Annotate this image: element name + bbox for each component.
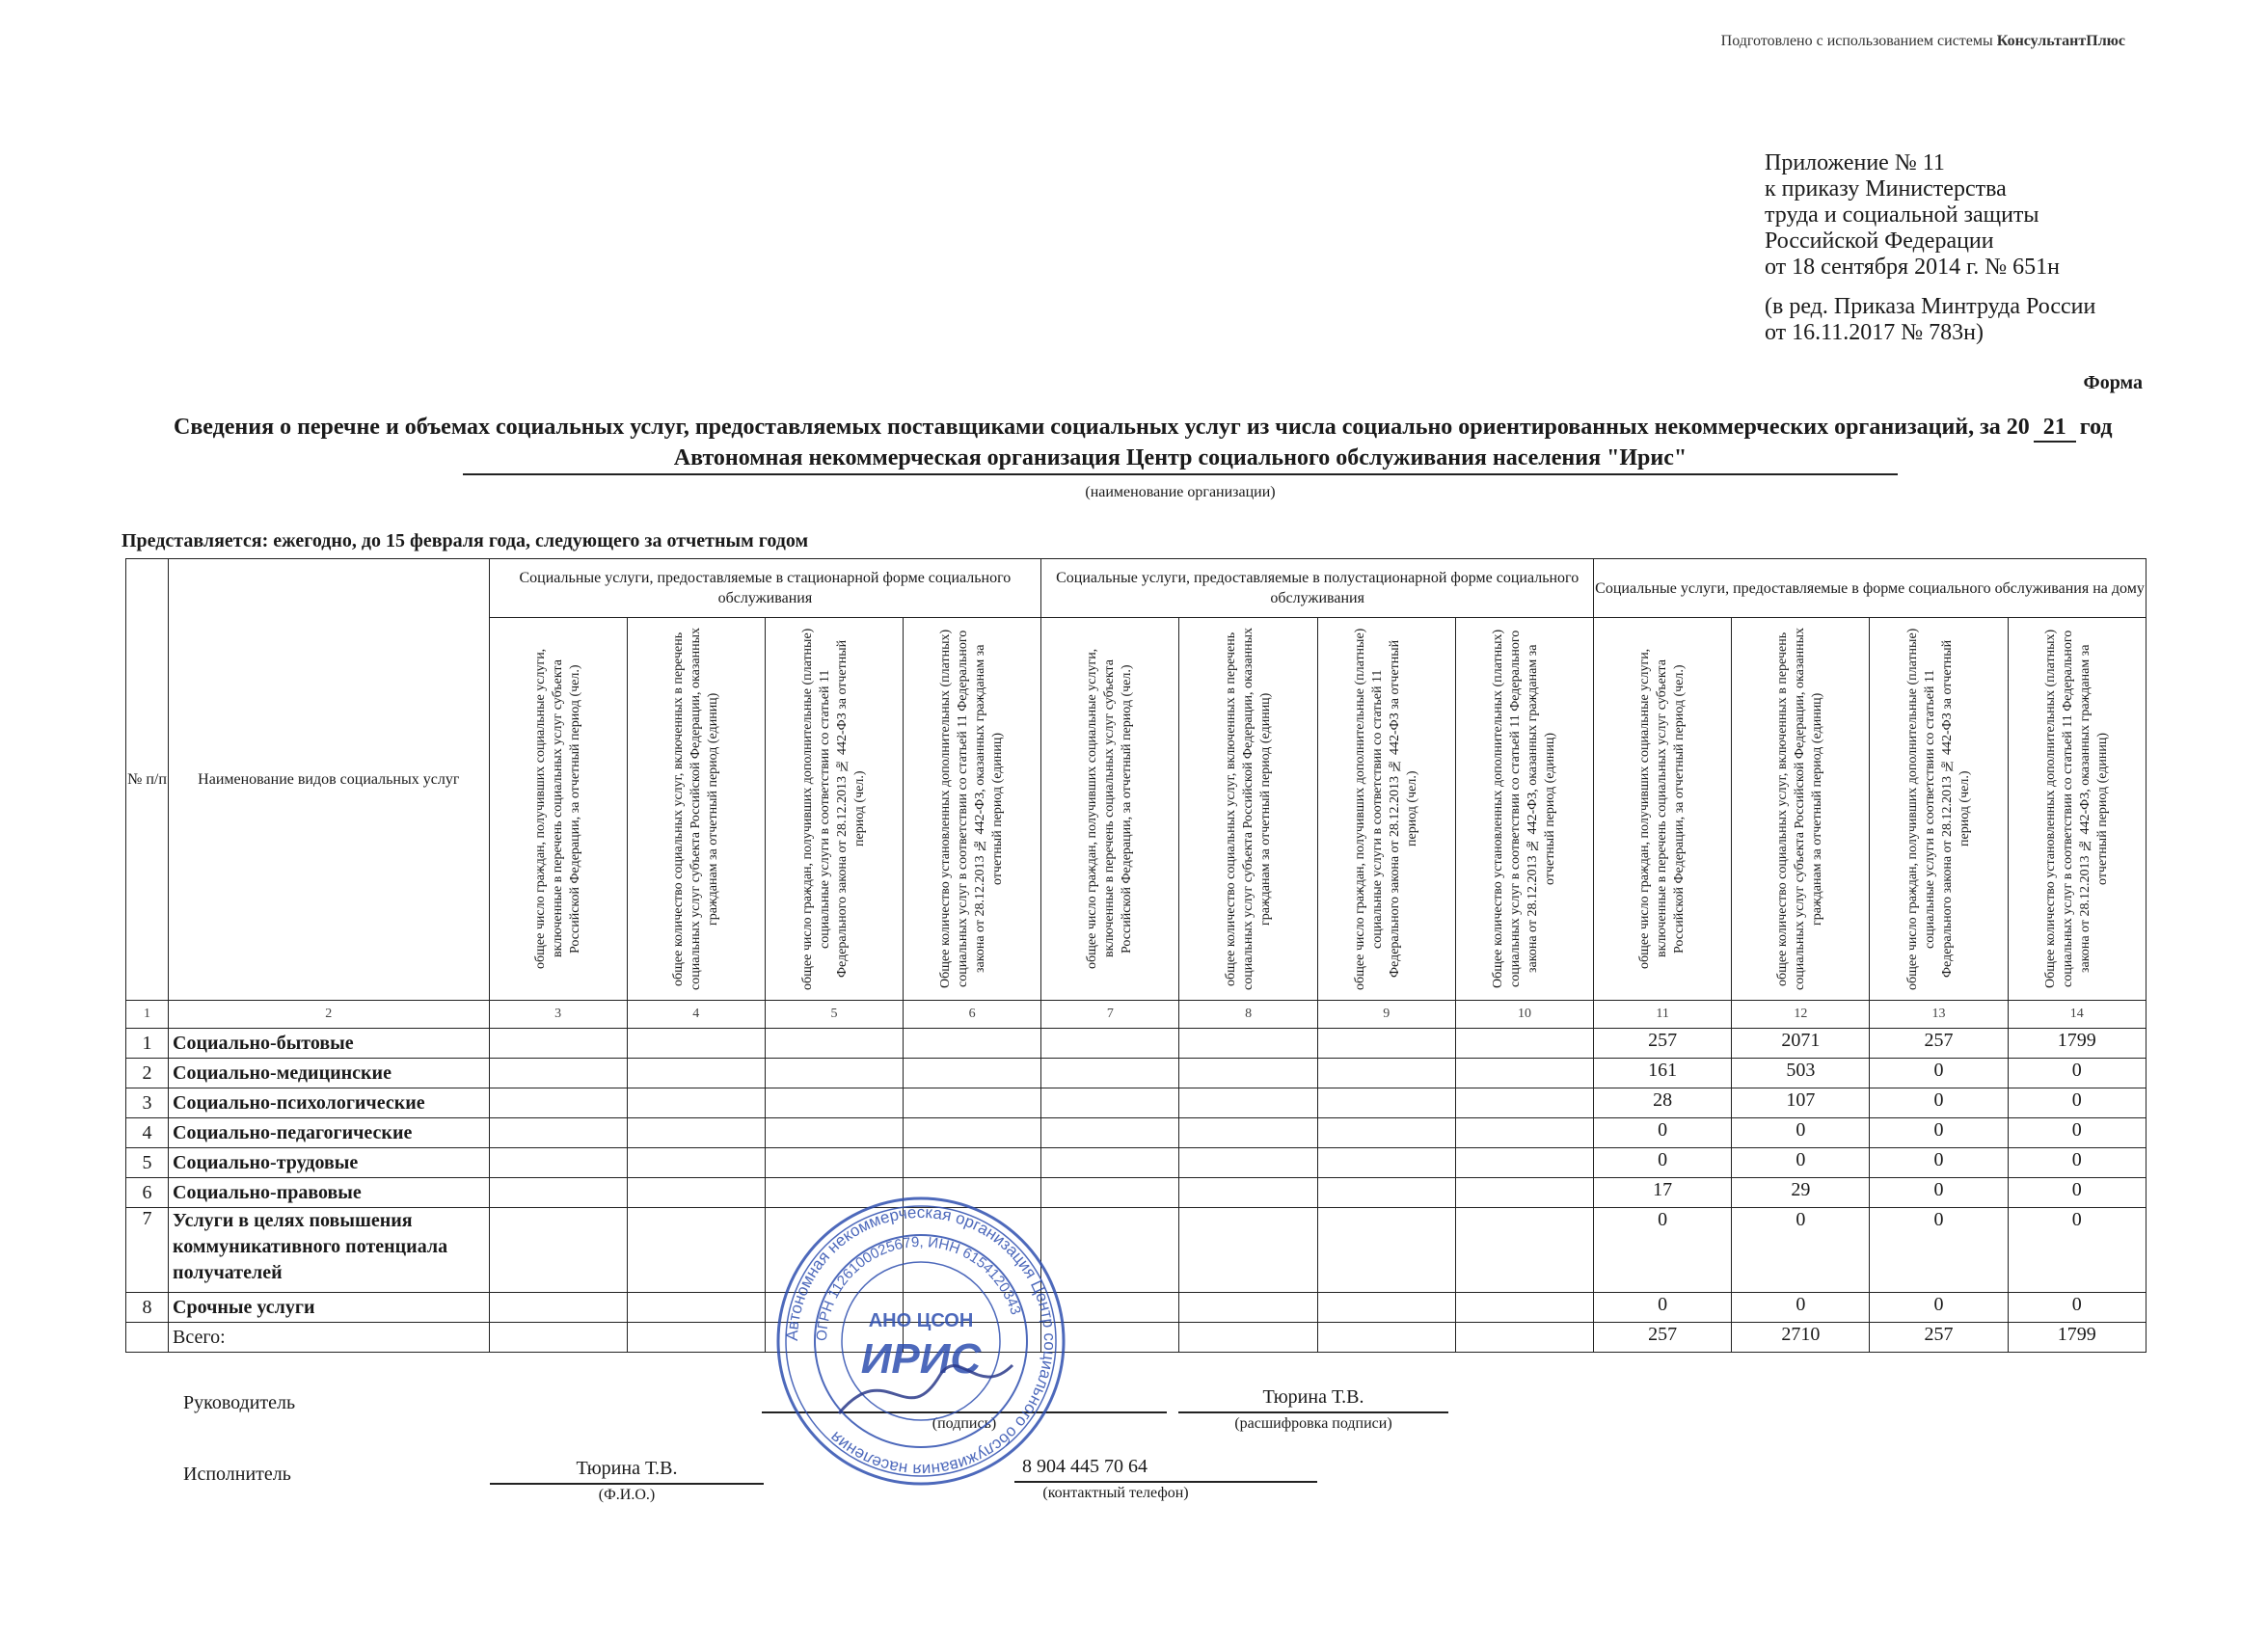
- subheader-cell: общее число граждан, получивших социальные услуги, включенные в перечень социальных услуг субъекта Российской Федерации, за отчетный период (чел.): [1594, 618, 1732, 1001]
- subheader-cell: Общее количество установленных дополнительных (платных) социальных услуг в соответствии со статьей 11 Федерального закона от 28.12.2013 № 442-ФЗ, оказанных гражданам за отчетный период (единиц): [904, 618, 1041, 1001]
- edition-line: от 16.11.2017 № 783н): [1765, 320, 1984, 345]
- report-year: 21: [2034, 415, 2076, 443]
- subheader-cell: общее число граждан, получивших дополнительные (платные) социальные услуги в соответствии со статьей 11 Федерального закона от 28.12.2013 № 442-ФЗ за отчетный период (чел.): [1317, 618, 1455, 1001]
- submission-note: Представляется: ежегодно, до 15 февраля года, следующего за отчетным годом: [122, 530, 809, 551]
- appendix-line: от 18 сентября 2014 г. № 651н: [1765, 255, 2060, 280]
- head-name: Тюрина Т.В.: [1262, 1386, 1364, 1408]
- consultant-prefix: Подготовлено с использованием системы: [1720, 33, 1993, 49]
- form-label: Форма: [2083, 372, 2143, 393]
- table-row: 8 Срочные услуги 0 0 0 0: [126, 1293, 2146, 1323]
- executor-label: Исполнитель: [183, 1464, 291, 1485]
- fio-caption: (Ф.И.О.): [598, 1487, 656, 1503]
- appendix-line: к приказу Министерства: [1765, 176, 2007, 202]
- seal-center-top: АНО ЦСОН: [868, 1310, 974, 1331]
- head-label: Руководитель: [183, 1392, 296, 1413]
- document-title: [174, 415, 2113, 443]
- appendix-line: труда и социальной защиты: [1765, 202, 2039, 228]
- group-header-semistationary: Социальные услуги, предоставляемые в полустационарной форме социального обслуживания: [1041, 559, 1594, 618]
- table-row: 7 Услуги в целях повышения коммуникативного потенциала получателей 0 0 0 0: [126, 1208, 2146, 1293]
- col-no-header: № п/п: [126, 559, 169, 1001]
- subheader-cell: общее количество социальных услуг, включенных в перечень социальных услуг субъекта Российской Федерации, оказанных гражданам за отчетный период (единиц): [627, 618, 765, 1001]
- seal-inner-text: ОГРН 1126100025679, ИНН 6154120343: [813, 1233, 1024, 1342]
- decode-caption: (расшифровка подписи): [1234, 1415, 1392, 1432]
- group-header-stationary: Социальные услуги, предоставляемые в стационарной форме социального обслуживания: [489, 559, 1041, 618]
- subheader-cell: Общее количество установленных дополнительных (платных) социальных услуг в соответствии со статьей 11 Федерального закона от 28.12.2013 № 442-ФЗ, оказанных гражданам за отчетный период (единиц): [1455, 618, 1593, 1001]
- table-row: 1 Социально-бытовые 257 2071 257 1799: [126, 1029, 2146, 1059]
- column-number-row: 1 2 3 4 5 6 7 8 9 10 11 12 13 14: [126, 1001, 2146, 1029]
- consultant-brand: КонсультантПлюс: [1996, 33, 2125, 49]
- subheader-cell: общее число граждан, получивших дополнительные (платные) социальные услуги в соответствии со статьей 11 Федерального закона от 28.12.2013 № 442-ФЗ за отчетный период (чел.): [1870, 618, 2008, 1001]
- consultant-note: [1721, 33, 2125, 50]
- appendix-line: Приложение № 11: [1765, 150, 1945, 175]
- subheader-cell: общее число граждан, получивших дополнительные (платные) социальные услуги в соответствии со статьей 11 Федерального закона от 28.12.2013 № 442-ФЗ за отчетный период (чел.): [765, 618, 903, 1001]
- executor-name: Тюрина Т.В.: [576, 1458, 678, 1479]
- seal-outer-text: Автономная некоммерческая организация Центр социального обслуживания населения: [782, 1202, 1060, 1480]
- organization-caption: (наименование организации): [1085, 484, 1276, 500]
- group-header-home: Социальные услуги, предоставляемые в форме социального обслуживания на дому: [1594, 559, 2146, 618]
- table-row: 4 Социально-педагогические 0 0 0 0: [126, 1118, 2146, 1148]
- executor-line: [490, 1483, 764, 1485]
- subheader-cell: общее число граждан, получивших социальные услуги, включенные в перечень социальных услуг субъекта Российской Федерации, за отчетный период (чел.): [1041, 618, 1179, 1001]
- edition-line: (в ред. Приказа Минтруда России: [1765, 294, 2096, 319]
- organization-name: Автономная некоммерческая организация Центр социального обслуживания населения "Ирис": [463, 445, 1898, 475]
- table-row: 2 Социально-медицинские 161 503 0 0: [126, 1059, 2146, 1088]
- subheader-cell: Общее количество установленных дополнительных (платных) социальных услуг в соответствии со статьей 11 Федерального закона от 28.12.2013 № 442-ФЗ, оказанных гражданам за отчетный период (единиц): [2008, 618, 2146, 1001]
- title-suffix: год: [2079, 415, 2113, 440]
- total-row: Всего: 257 2710 257 1799: [126, 1323, 2146, 1353]
- col-name-header: Наименование видов социальных услуг: [169, 559, 489, 1001]
- appendix-block: [1765, 150, 2095, 346]
- decode-line: [1178, 1411, 1448, 1413]
- subheader-cell: общее количество социальных услуг, включенных в перечень социальных услуг субъекта Российской Федерации, оказанных гражданам за отчетный период (единиц): [1179, 618, 1317, 1001]
- phone-number: 8 904 445 70 64: [1022, 1456, 1148, 1477]
- table-row: 3 Социально-психологические 28 107 0 0: [126, 1088, 2146, 1118]
- appendix-line: Российской Федерации: [1765, 228, 1994, 254]
- table-row: 6 Социально-правовые 17 29 0 0: [126, 1178, 2146, 1208]
- table-row: 5 Социально-трудовые 0 0 0 0: [126, 1148, 2146, 1178]
- signature-caption: (подпись): [932, 1415, 997, 1432]
- title-text: Сведения о перечне и объемах социальных услуг, предоставляемых поставщиками социальных услуг из числа социально ориентированных некоммерческих организаций, за 20: [174, 415, 2030, 440]
- organization-seal: [771, 1192, 1070, 1491]
- phone-caption: (контактный телефон): [1042, 1485, 1189, 1501]
- subheader-cell: общее число граждан, получивших социальные услуги, включенные в перечень социальных услуг субъекта Российской Федерации, за отчетный период (чел.): [489, 618, 627, 1001]
- subheader-cell: общее количество социальных услуг, включенных в перечень социальных услуг субъекта Российской Федерации, оказанных гражданам за отчетный период (единиц): [1732, 618, 1870, 1001]
- services-table: [125, 558, 2146, 1353]
- seal-center-main: ИРИС: [860, 1335, 982, 1383]
